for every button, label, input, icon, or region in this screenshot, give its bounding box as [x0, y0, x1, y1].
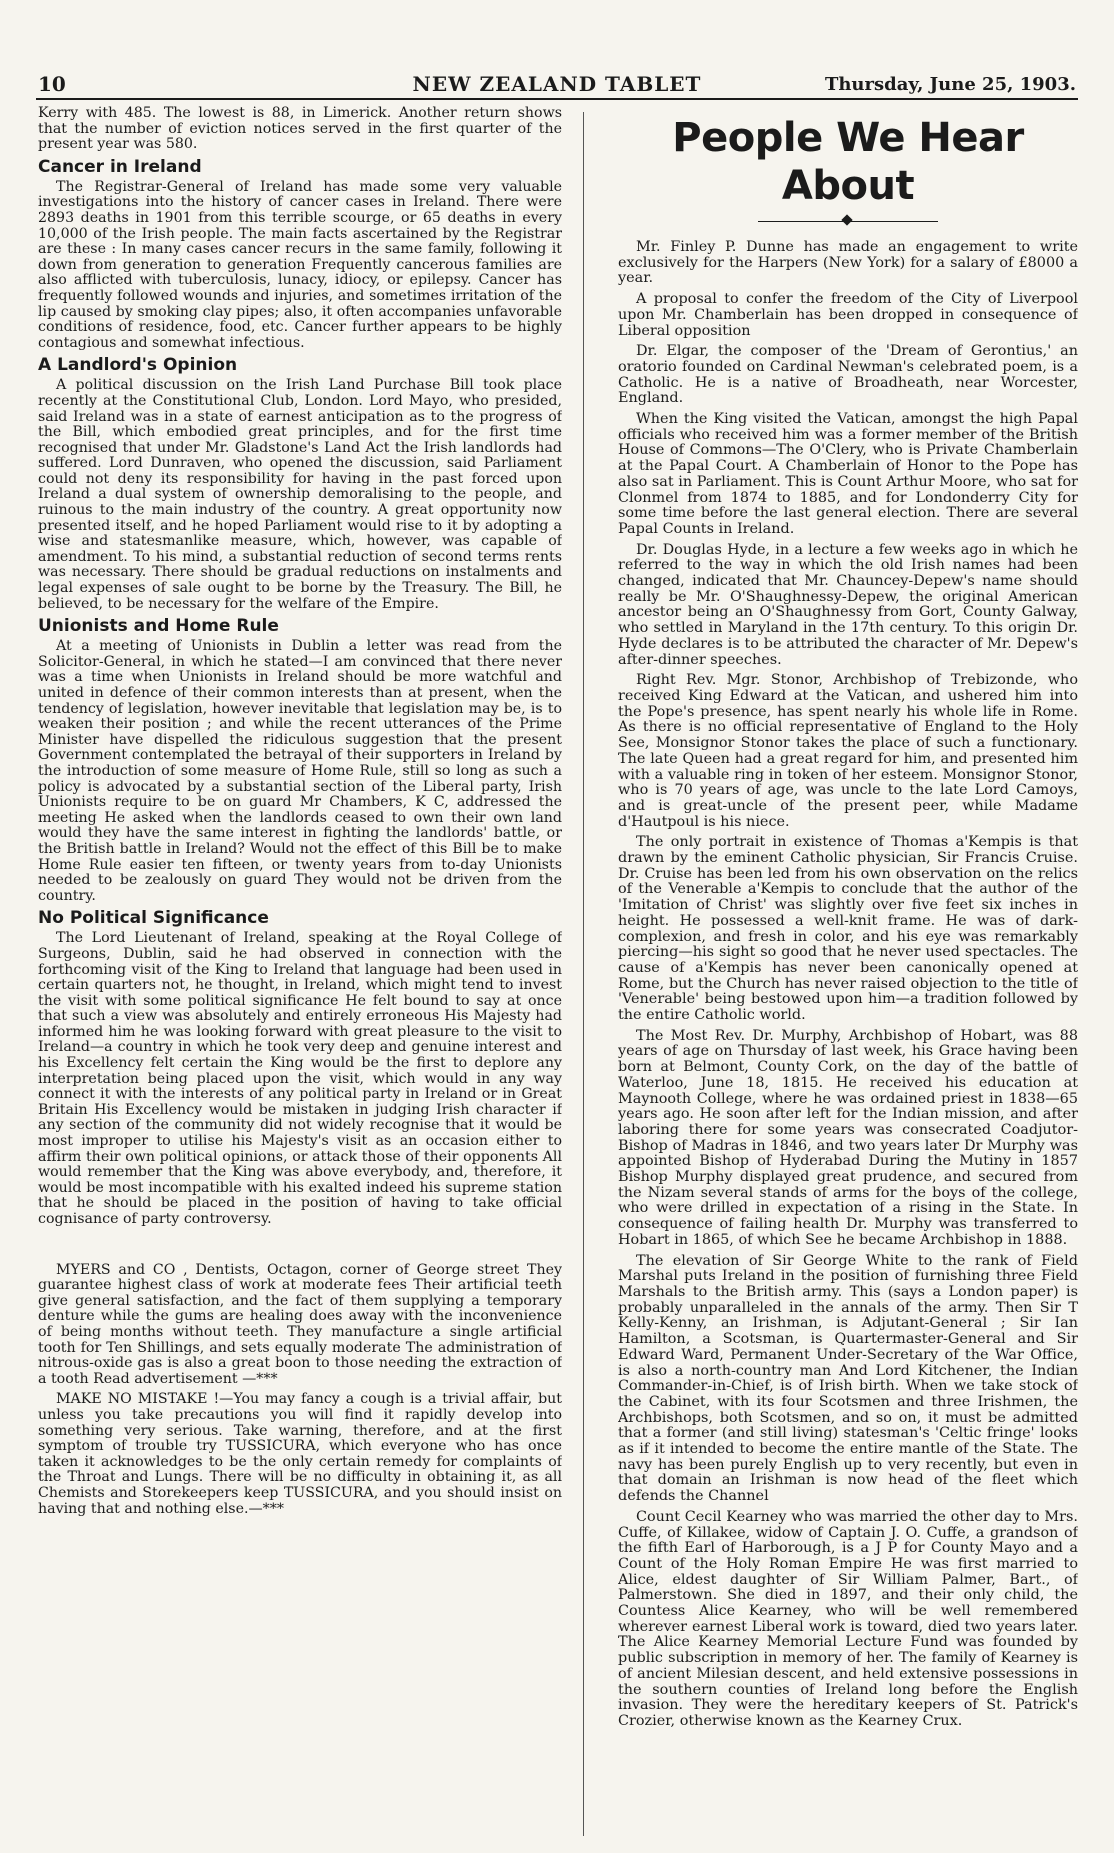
spacer	[38, 1233, 562, 1263]
political-body: The Lord Lieutenant of Ireland, speaking at the Royal College of Surgeons, Dublin, said he had observed in connection with the forthcoming visit of the King to Ireland that language had been used in certain quarters not, he thought, in Ireland, which might tend to invest the visit with some political significance He felt bound to say at once that such a view was absolutely and entirely erroneous His Majesty had informed him he was looking forward with great pleasure to the visit to Ireland—a country in which he took very deep and genuine interest and his Excellency felt certain the King would be the first to deplore any interpretation being placed upon the visit, which would in any way connect it with the interests of any political party in Ireland or in Great Britain His Excellency would be mistaken in judging Irish character if any section of the community did not widely recognise that it would be most improper to utilise his Majesty's visit as an occasion either to affirm their own political opinions, or attack those of their opponents All would remember that the King was above everybody, and, therefore, it would be most incompatible with his exalted indeed his supreme station that he should be placed in the position of having to take official cognisance of party controversy.	[38, 930, 562, 1227]
people-paragraph: The only portrait in existence of Thomas a'Kempis is that drawn by the eminent Catholic physician, Sir Francis Cruise. Dr. Cruise has been led from his own observation on the relics of the Venerable a'Kempis to conclude that the author of the 'Imitation of Christ' was slightly over five feet six inches in height. He possessed a well-knit frame. He was of dark-complexion, and fresh in color, and his eye was remarkably piercing—his sight so good that he never used spectacles. The cause of a'Kempis has never been canonically opened at Rome, but the Church has never raised objection to the title of 'Venerable' being bestowed upon him—a tradition followed by the entire Catholic world.	[618, 834, 1078, 1024]
diamond-icon	[841, 214, 852, 225]
people-paragraph: Dr. Elgar, the composer of the 'Dream of Gerontius,' an oratorio founded on Cardinal Newman's celebrated poem, is a Catholic. He is a native of Broadheath, near Worcester, England.	[618, 343, 1078, 407]
unionists-body: At a meeting of Unionists in Dublin a letter was read from the Solicitor-General, in which he stated—I am convinced that there never was a time when Unionists in Ireland should be more watchful and united in defence of their common interests than at present, when the tendency of legislation, however inevitable that legislation may be, is to weaken their position ; and while the recent utterances of the Prime Minister have dispelled the ridiculous suggestion that the present Government contemplated the betrayal of their supporters in Ireland by the introduction of some measure of Home Rule, still so long as such a policy is advocated by a substantial section of the Liberal party, Irish Unionists require to be on guard Mr Chambers, K C, addressed the meeting He asked when the landlords ceased to own their own land would they have the same interest in fighting the landlords' battle, or the British battle in Ireland? Would not the effect of this Bill be to make Home Rule easier ten fifteen, or twenty years from to-day Unionists needed to be zealously on guard They would not be driven from the country.	[38, 638, 562, 904]
cancer-heading: Cancer in Ireland	[38, 156, 202, 177]
column-rule	[583, 112, 584, 1836]
right-column	[618, 106, 1078, 1846]
people-paragraph: The elevation of Sir George White to the rank of Field Marshal puts Ireland in the position of furnishing three Field Marshals to the British army. This (says a London paper) is probably unparalleled in the annals of the army. Then Sir T Kelly-Kenny, an Irishman, is Adjutant-General ; Sir Ian Hamilton, a Scotsman, is Quartermaster-General and Sir Edward Ward, Permanent Under-Secretary of the War Office, is also a north-country man And Lord Kitchener, the Indian Commander-in-Chief, is of Irish birth. When we take stock of the Cabinet, with its four Scotsmen and three Irishmen, the Archbishops, both Scotsmen, and so on, it must be admitted that a former (and still living) statesman's 'Celtic fringe' looks as if it intended to become the entire mantle of the State. The navy has been purely English up to very recently, but even in that domain an Irishman is now head of the fleet which defends the Channel	[618, 1252, 1078, 1505]
landlord-body: A political discussion on the Irish Land Purchase Bill took place recently at the Constitutional Club, London. Lord Mayo, who presided, said Ireland was in a state of earnest anticipation as to the progress of the Bill, which embodied great principles, and for the first time recognised that under Mr. Gladstone's Land Act the Irish landlords had suffered. Lord Dunraven, who opened the discussion, said Parliament could not deny its responsibility for having in the past forced upon Ireland a dual system of ownership demoralising to the people, and ruinous to the main industry of the country. A great opportunity now presented itself, and he hoped Parliament would rise to it by adopting a wise and statesmanlike measure, which, however, was capable of amendment. To his mind, a substantial reduction of second terms rents was necessary. There should be gradual reductions on instalments and legal expenses of sale ought to be borne by the Treasury. The Bill, he believed, to be necessary for the welfare of the Empire.	[38, 377, 562, 612]
columns	[38, 106, 1078, 1846]
publication-title: NEW ZEALAND TABLET	[412, 72, 702, 96]
landlord-heading: A Landlord's Opinion	[38, 355, 238, 376]
intro-paragraph: Kerry with 485. The lowest is 88, in Limerick. Another return shows that the number of eviction notices served in the first quarter of the present year was 580.	[38, 106, 562, 153]
people-paragraph: Right Rev. Mgr. Stonor, Archbishop of Trebizonde, who received King Edward at the Vatican, and ushered him into the Pope's presence, has spent nearly his whole life in Rome. As there is no official representative of England to the Holy See, Monsignor Stonor takes the place of such a functionary. The late Queen had a great regard for him, and presented him with a valuable ring in token of her esteem. Monsignor Stonor, who is 70 years of age, was uncle to the late Lord Camoys, and is great-uncle of the present peer, while Madame d'Hautpoul is his niece.	[618, 672, 1078, 830]
ornament-divider	[758, 216, 938, 226]
cancer-body: The Registrar-General of Ireland has made some very valuable investigations into the history of cancer cases in Ireland. There were 2893 deaths in 1901 from this terrible scourge, or 65 deaths in every 10,000 of the Irish people. The main facts ascertained by the Registrar are these : In many cases cancer recurs in the same family, following it down from generation to generation Frequently cancerous families are also afflicted with tuberculosis, lunacy, idiocy, or epilepsy. Cancer has frequently followed wounds and injuries, and sometimes irritation of the lip caused by smoking clay pipes; also, it often accompanies unfavorable conditions of residence, food, etc. Cancer further appears to be highly contagious and somewhat infectious.	[38, 178, 562, 351]
people-paragraph: Dr. Douglas Hyde, in a lecture a few weeks ago in which he referred to the way in which the old Irish names had been changed, indicated that Mr. Chauncey-Depew's name should really be Mr. O'Shaughnessy-Depew, the original American ancestor being an O'Shaughnessy from Gort, County Galway, who settled in Maryland in the 17th century. To this origin Dr. Hyde declares is to be attributed the character of Mr. Depew's after-dinner speeches.	[618, 541, 1078, 668]
tussicura-advert: MAKE NO MISTAKE !—You may fancy a cough is a trivial affair, but unless you take precautions you will find it rapidly develop into something very serious. Take warning, therefore, and at the first symptom of trouble try TUSSICURA, which everyone who has once taken it acknowledges to be the only certain remedy for complaints of the Throat and Lungs. There will be no difficulty in obtaining it, as all Chemists and Storekeepers keep TUSSICURA, and you should insist on having that and nothing else.—***	[38, 1391, 562, 1517]
political-heading: No Political Significance	[38, 908, 269, 929]
section-title: People We Hear About	[672, 115, 1024, 209]
left-column	[38, 106, 562, 1846]
issue-date: Thursday, June 25, 1903.	[824, 74, 1076, 95]
masthead	[36, 68, 1078, 100]
people-paragraph: When the King visited the Vatican, amongst the high Papal officials who received him was a former member of the British House of Commons—The O'Clery, who is Private Chamberlain at the Papal Court. A Chamberlain of Honor to the Pope has also sat in Parliament. This is Count Arthur Moore, who sat for Clonmel from 1874 to 1885, and for Londonderry City for some time before the last general election. There are several Papal Counts in Ireland.	[618, 411, 1078, 537]
people-paragraph: Mr. Finley P. Dunne has made an engagement to write exclusively for the Harpers (New York) for a salary of £8000 a year.	[618, 239, 1078, 287]
people-paragraph: A proposal to confer the freedom of the City of Liverpool upon Mr. Chamberlain has been dropped in consequence of Liberal opposition	[618, 291, 1078, 339]
page-number: 10	[38, 72, 66, 96]
people-paragraph: The Most Rev. Dr. Murphy, Archbishop of Hobart, was 88 years of age on Thursday of last week, his Grace having been born at Belmont, County Cork, on the day of the battle of Waterloo, June 18, 1815. He received his education at Maynooth College, where he was ordained priest in 1838—65 years ago. He soon after left for the Indian mission, and after laboring there for some years was consecrated Coadjutor-Bishop of Madras in 1846, and two years later Dr Murphy was appointed Bishop of Hyderabad During the Mutiny in 1857 Bishop Murphy displayed great prudence, and secured from the Nizam several stands of arms for the boys of the college, who were drilled in expectation of a rising in the State. In consequence of failing health Dr. Murphy was transferred to Hobart in 1865, of which See he became Archbishop in 1888.	[618, 1027, 1078, 1248]
people-paragraph: Count Cecil Kearney who was married the other day to Mrs. Cuffe, of Killakee, widow of Captain J. O. Cuffe, a grandson of the fifth Earl of Harborough, is a J P for County Mayo and a Count of the Holy Roman Empire He was first married to Alice, eldest daughter of Sir William Palmer, Bart., of Palmerstown. She died in 1897, and their only child, the Countess Alice Kearney, who will be well remembered wherever earnest Liberal work is toward, died two years later. The Alice Kearney Memorial Lecture Fund was founded by public subscription in memory of her. The family of Kearney is of ancient Milesian descent, and held extensive possessions in the southern counties of Ireland long before the English invasion. They were the hereditary keepers of St. Patrick's Crozier, otherwise known as the Kearney Crux.	[618, 1508, 1078, 1729]
myers-advert: MYERS and CO , Dentists, Octagon, corner of George street They guarantee highest class of work at moderate fees Their artificial teeth give general satisfaction, and the fact of them supplying a temporary denture while the gums are healing does away with the inconvenience of being months without teeth. They manufacture a single artificial tooth for Ten Shillings, and sets equally moderate The administration of nitrous-oxide gas is also a great boon to those needing the extraction of a tooth Read advertisement —***	[38, 1261, 562, 1387]
unionists-heading: Unionists and Home Rule	[38, 616, 279, 637]
